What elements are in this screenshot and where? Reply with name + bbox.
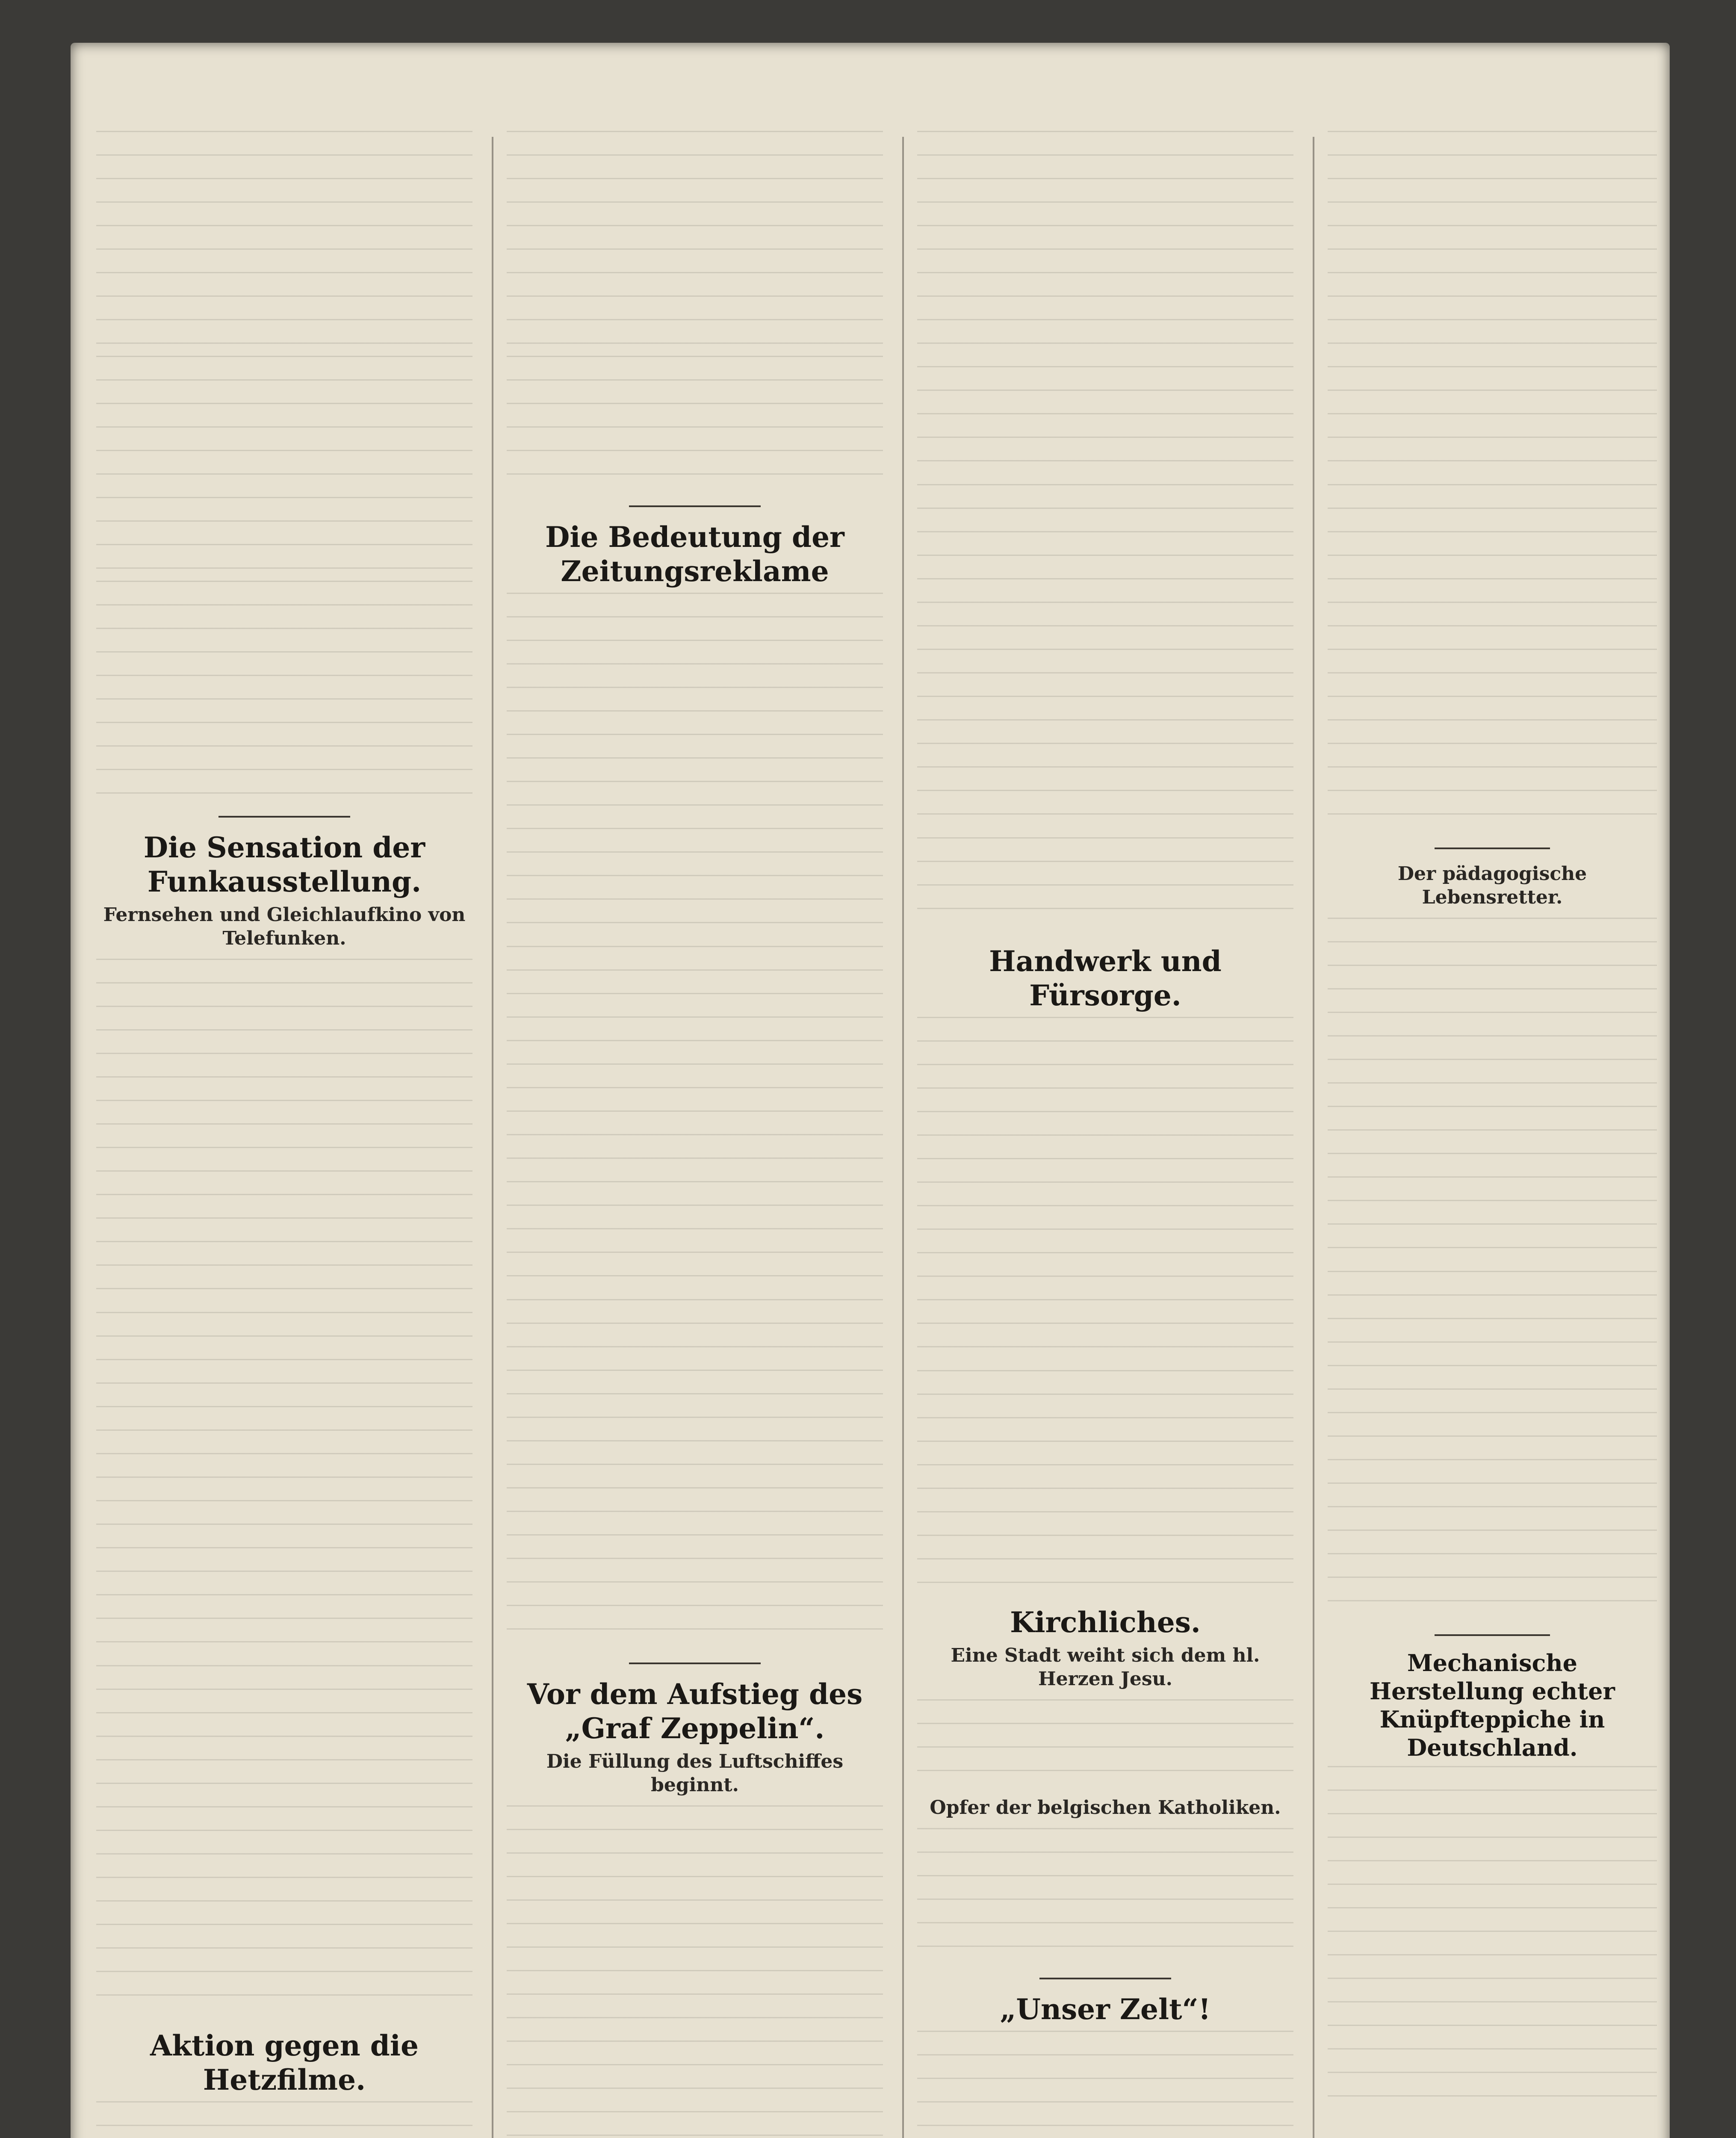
article-headline: Kirchliches.: [1010, 1606, 1201, 1639]
column-4: [1328, 128, 1657, 2138]
column-rule: [1313, 137, 1314, 2138]
article-headline: Vor dem Aufstieg des „Graf Zeppelin“.: [527, 1677, 863, 1745]
column-rule: [492, 137, 493, 2138]
article-divider: [1039, 1978, 1171, 1979]
article-headline: Mechanische Herstellung echter Knüpfteppiche in Deutschland.: [1370, 1649, 1615, 1761]
article-subheadline: Eine Stadt weiht sich dem hl. Herzen Jesu.: [951, 1645, 1260, 1690]
article-divider: [218, 816, 350, 818]
column-3: [917, 128, 1293, 2138]
article-divider: [1435, 1634, 1550, 1636]
article-headline: Handwerk und Fürsorge.: [989, 945, 1222, 1012]
column-2: [507, 128, 883, 2138]
article-headline: Aktion gegen die Hetzfilme.: [150, 2029, 419, 2097]
newspaper-page: [71, 43, 1670, 2138]
article-headline: Die Sensation der Funkausstellung.: [143, 831, 425, 898]
article-subheadline: Opfer der belgischen Katholiken.: [930, 1797, 1281, 1819]
article-subheadline: Die Füllung des Luftschiffes beginnt.: [546, 1751, 844, 1796]
article-divider: [629, 505, 761, 507]
article-headline: „Unser Zelt“!: [1000, 1993, 1211, 2026]
column-rule: [902, 137, 904, 2138]
article-headline: Die Bedeutung der Zeitungsreklame: [545, 520, 844, 588]
column-1: [96, 128, 472, 2138]
article-divider: [1435, 848, 1550, 849]
article-subheadline: Fernsehen und Gleichlaufkino von Telefunken.: [103, 904, 466, 949]
article-divider: [629, 1663, 761, 1664]
article-headline: Der pädagogische Lebensretter.: [1397, 863, 1587, 908]
